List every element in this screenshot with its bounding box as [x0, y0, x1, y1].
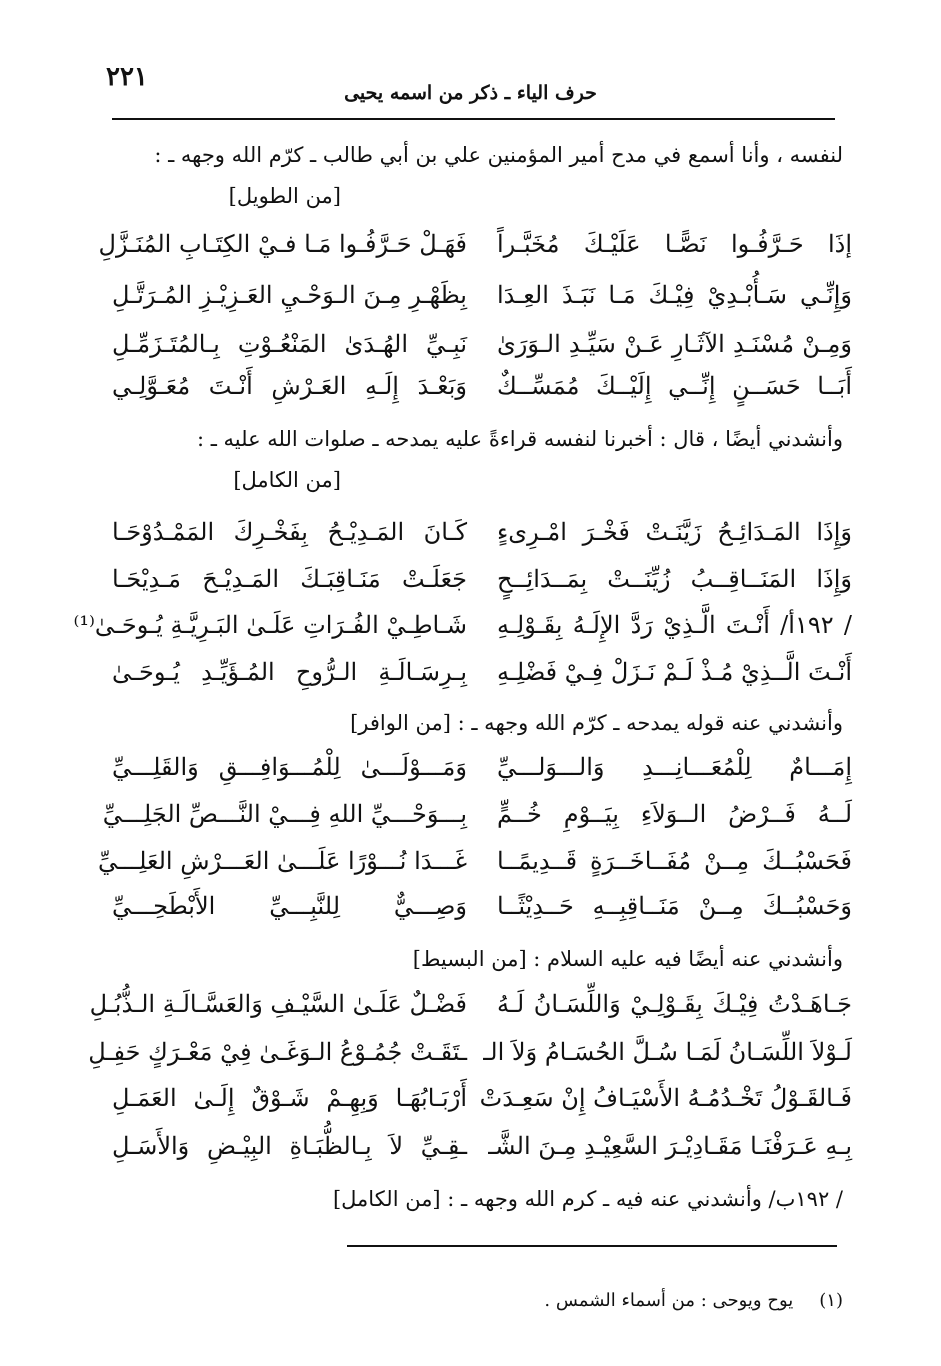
closing-line: / ١٩٢ب/ وأنشدني عنه فيه ـ كرم الله وجهه ـ : [من الكامل]: [332, 1187, 843, 1211]
verse-first-hemistich: وَمِـنْ مُسْنَـدِ الآثَـارِ عَـنْ سَيِّـدِ الـوَرَىٰ: [497, 330, 852, 358]
verse-second-hemistich: جَعَلَـتْ مَنَـاقِبَـكَ المَـدِيْـحَ مَـدِيْحَـا: [112, 565, 467, 593]
verse-second-hemistich: بِـرِسَـالَـةِ الـرُّوحِ المُـؤَيِّـدِ يُـوحَـىٰ: [112, 658, 467, 686]
verse-line: [112, 364, 852, 408]
verse-first-hemistich: جَـاهَـدْتُ فِيْـكَ بِقَـوْلِـيْ وَاللِّسَـانُ لَـهُ: [497, 990, 852, 1018]
verse-line: [112, 1124, 852, 1168]
verse-first-hemistich: أَبَــا حَسَــنٍ إِنِّــي إِلَيْــكَ مُمَسِّــكٌ: [497, 372, 852, 400]
verse-line: [112, 557, 852, 601]
verse-first-hemistich: لَــهُ فَــرْضُ الــوَلاَءِ بِيَــوْمِ خُــمٍّ: [497, 800, 852, 828]
verse-second-hemistich: أَرْبَـابُهَـا وَبِهِـمْ شَـوْقٌ إِلَـىٰ العَمَـلِ: [112, 1084, 467, 1112]
verse-second-hemistich: فَضْـلٌ عَلَـىٰ السَّيْـفِ وَالعَسَّـالَـةِ الـذُّبُـلِ: [89, 990, 467, 1018]
verse-second-hemistich: فَهَـلْ حَـرَّفُـوا مَـا فـيْ الكِتَـابِ المُنَـزَّلِ: [98, 230, 467, 258]
intro-1: لنفسه ، وأنا أسمع في مدح أمير المؤمنين علي بن أبي طالب ـ كرّم الله وجهه ـ :: [154, 143, 843, 167]
verse-line: [89, 982, 852, 1026]
verse-second-hemistich: ـتَقَـتْ جُمُـوْعُ الـوَغَـىٰ فِيْ مَعْـرَكٍ حَفِـلِ: [88, 1038, 467, 1066]
verse-first-hemistich: وَإِذَا المَنَــاقِــبُ زُيِّنَــتْ بِمَــدَائِــحٍ: [497, 565, 852, 593]
verse-second-hemistich: وَبَعْـدَ إِلَـهِ العَـرْشِ أَنْـتَ مُعَـوَّلِـي: [112, 372, 467, 400]
verse-second-hemistich: نَبِـيِّ الهُـدَىٰ المَنْعُـوْتِ بِـالمُتَـزَمِّـلِ: [112, 330, 467, 358]
verse-first-hemistich: وَإِنِّـي سَـأُبْـدِيْ فِيْـكَ مَـا نَبَـذَ العِـدَا: [497, 281, 852, 309]
verse-second-hemistich: وَصِـــيٌّ لِلنَّبِـــيِّ الأَبْطَحِـــيِّ: [112, 892, 467, 920]
footnote-text: يوح ويوحى : من أسماء الشمس .: [544, 1290, 794, 1311]
verse-line: [112, 510, 852, 554]
verse-line: [112, 1076, 852, 1120]
footnote-marker: (١): [819, 1290, 843, 1311]
intro-4: وأنشدني عنه أيضًا فيه عليه السلام : [من البسيط]: [412, 947, 843, 971]
verse-second-hemistich: غَـــدَا نُـــوْرًا عَلَـــىٰ العَـــرْشِ العَلِـــيِّ: [97, 847, 467, 875]
verse-line: [98, 222, 852, 266]
verse-line: [112, 650, 852, 694]
verse-second-hemistich: بِظَهْـرِ مِـنَ الـوَحْـيِ العَـزِيْـزِ المُـرَتَّـلِ: [112, 281, 467, 309]
verse-first-hemistich: فَحَسْبُــكَ مِــنْ مُفَــاخَــرَةٍ قَــدِيمًــا: [497, 847, 852, 875]
verse-first-hemistich: وَإِذَا المَـدَائِـحُ زَيَّنَـتْ فَخْـرَ امْـرِىءٍ: [497, 518, 852, 546]
verse-first-hemistich: أَنْـتَ الَّــذِيْ مُـذْ لَـمْ نَـزَلْ فِـيْ فَضْلِـهِ: [497, 658, 852, 686]
footnote-rule: [347, 1245, 837, 1247]
verse-second-hemistich: وَمَـــوْلَـــىٰ لِلْمُـــوَافِـــقِ وَالقَلِـــيِّ: [112, 753, 467, 781]
meter-1: [من الطويل]: [228, 184, 341, 208]
verse-second-hemistich: ـقِـيِّ لاَ بِـالظُّبَـاةِ البِيْـضِ وَالأَسَـلِ: [112, 1132, 467, 1160]
intro-2: وأنشدني أيضًا ، قال : أخبرنا لنفسه قراءةً عليه يمدحه ـ صلوات الله عليه ـ :: [196, 427, 843, 451]
page-number: ٢٢١: [106, 62, 148, 92]
footnote: [544, 1290, 843, 1311]
verse-second-hemistich: شَـاطِـيْ الفُـرَاتِ عَلَـىٰ البَـرِيَّـةِ يُـوحَـىٰ⁽¹⁾: [73, 611, 467, 639]
verse-second-hemistich: كَـانَ المَـدِيْـحُ بِفَخْـرِكَ المَمْـدُوْحَـا: [112, 518, 467, 546]
running-head: حرف الياء ـ ذكر من اسمه يحيى: [344, 82, 597, 104]
verse-first-hemistich: لَـوْلاَ اللِّسَـانُ لَمَـا سُـلَّ الحُسَـامُ وَلاَ الـ: [483, 1038, 852, 1066]
meter-2: [من الكامل]: [233, 468, 341, 492]
verse-line: [112, 745, 852, 789]
verse-first-hemistich: بِـهِ عَـرَفْنَـا مَقَـادِيْـرَ السَّعِيْـدِ مِـنَ الشَّـ: [488, 1132, 852, 1160]
verse-line: [112, 322, 852, 366]
verse-first-hemistich: إِمَـــامٌ لِلْمُعَـــانِـــدِ وَالـــوَلـــيِّ: [497, 753, 852, 781]
verse-first-hemistich: فَـالقَـوْلُ تَخْـدُمُـهُ الأَسْيَـافُ إِنْ سَعِـدَتْ: [479, 1084, 852, 1112]
verse-line: [112, 273, 852, 317]
verse-line: [102, 792, 852, 836]
intro-3: وأنشدني عنه قوله يمدحه ـ كرّم الله وجهه ـ : [من الوافر]: [350, 711, 843, 735]
verse-second-hemistich: بِـــوَحْـــيِّ اللهِ فِـــيْ النَّـــصِّ الجَلِـــيِّ: [102, 800, 467, 828]
verse-first-hemistich: وَحَسْبُــكَ مِــنْ مَنَــاقِبِــهِ حَــدِيْثًــا: [497, 892, 852, 920]
verse-first-hemistich: إذَا حَـرَّفُـوا نَصًّـا عَلَيْـكَ مُخَبَّـراً: [497, 230, 852, 258]
verse-line: [97, 839, 852, 883]
header-rule: [112, 118, 835, 120]
verse-line: [88, 1030, 852, 1074]
verse-line: [73, 603, 853, 647]
verse-line: [112, 884, 852, 928]
verse-first-hemistich: / ١٩٢أ/ أَنْـتَ الَّـذِيْ رَدَّ الإِلَـهُ بِقَـوْلِـهِ: [497, 611, 853, 639]
